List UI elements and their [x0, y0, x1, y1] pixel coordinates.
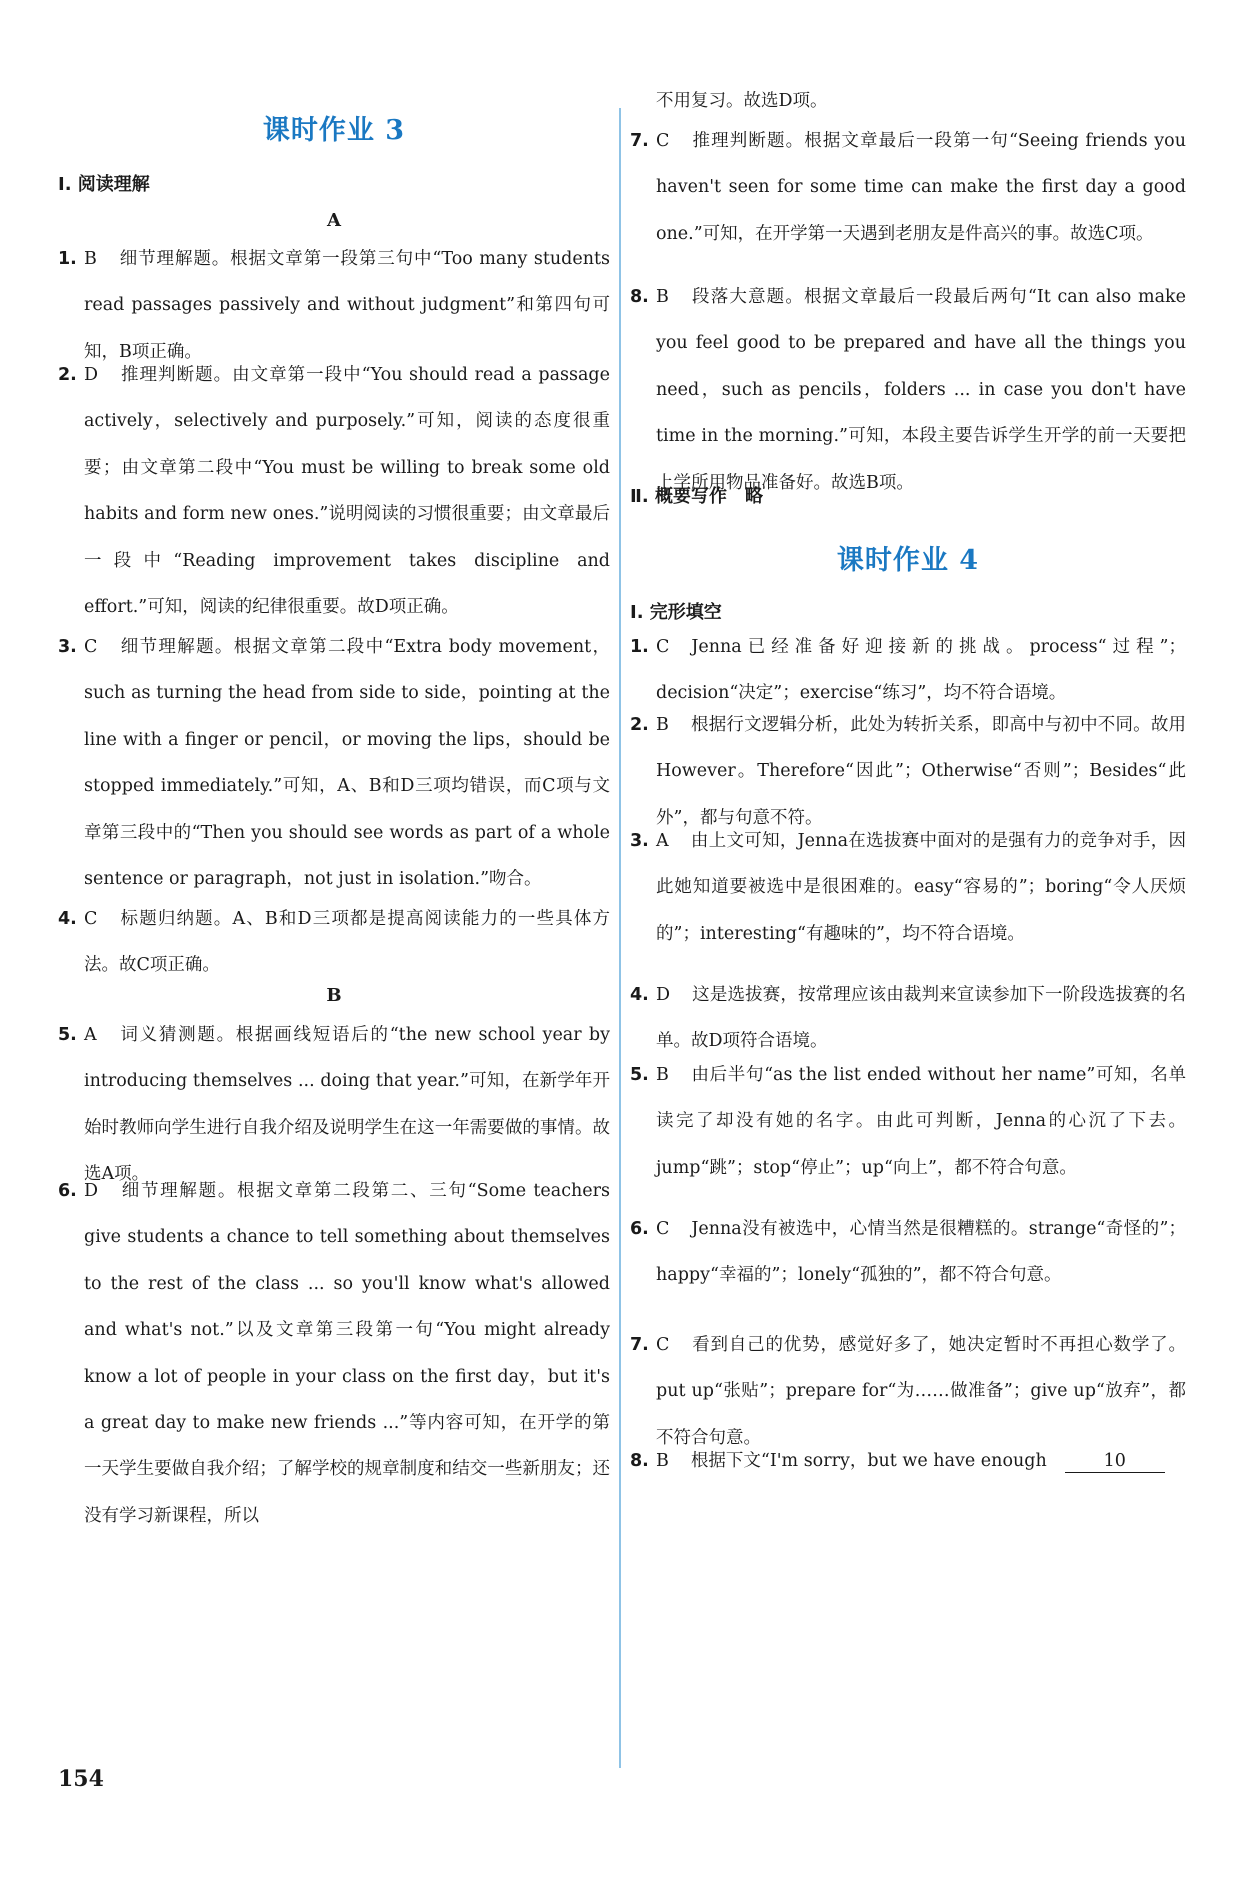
item-number: 7. — [630, 131, 649, 151]
item-answer: B — [656, 715, 669, 735]
answer-item — [630, 274, 1186, 506]
item-explanation: 细节理解题。根据文章第二段中“Extra body movement，such as turning the head from side to side，pointing at the line with a finger or pencil，or moving the lips，should be stopped immediately.”可知，A、B和D三项均错误，而C项与文章第三段中的“Then you should see words as part of a whole sentence or paragraph，not just in isolation.”吻合。 — [84, 637, 610, 890]
answer-item — [58, 624, 610, 902]
item-number: 2. — [58, 365, 77, 385]
item-number: 6. — [58, 1181, 77, 1201]
item-explanation: 由后半句“as the list ended without her name”可知，名单读完了却没有她的名字。由此可判断，Jenna的心沉了下去。jump“跳”；stop“停止”；up“向上”，都不符合句意。 — [656, 1065, 1186, 1178]
part-heading-summary: Ⅱ. 概要写作 略 — [630, 486, 763, 507]
item-number: 2. — [630, 715, 649, 735]
item-answer: C — [656, 637, 670, 657]
item-answer: C — [656, 1219, 670, 1239]
continuation-line: 不用复习。故选D项。 — [656, 91, 828, 111]
answer-item — [630, 1052, 1186, 1191]
part-heading-cloze: Ⅰ. 完形填空 — [630, 602, 722, 623]
part-heading-reading: Ⅰ. 阅读理解 — [58, 174, 150, 195]
item-number: 4. — [58, 909, 77, 929]
item-number: 6. — [630, 1219, 649, 1239]
item-answer: B — [84, 249, 97, 269]
item-number: 4. — [630, 985, 649, 1005]
answer-item — [630, 972, 1186, 1065]
item-answer: C — [656, 1335, 670, 1355]
item-explanation: 词义猜测题。根据画线短语后的“the new school year by introducing themselves ... doing that year.”可知，在新学年开始时教师向学生进行自我介绍及说明学生在这一年需要做的事情。故选A项。 — [84, 1025, 610, 1185]
item-explanation: 这是选拔赛，按常理应该由裁判来宣读参加下一阶段选拔赛的名单。故D项符合语境。 — [656, 985, 1186, 1052]
item-number: 8. — [630, 287, 649, 307]
item-explanation: 由上文可知，Jenna在选拔赛中面对的是强有力的竞争对手，因此她知道要被选中是很困难的。easy“容易的”；boring“令人厌烦的”；interesting“有趣味的”，均不符合语境。 — [656, 831, 1186, 944]
item-answer: D — [84, 365, 99, 385]
item-explanation: 标题归纳题。A、B和D三项都是提高阅读能力的一些具体方法。故C项正确。 — [84, 909, 610, 976]
item-explanation: 细节理解题。根据文章第一段第三句中“Too many students read passages passively and without judgment”和第四句可知，B项正确。 — [84, 249, 610, 362]
item-answer: B — [656, 1065, 669, 1085]
item-explanation: 段落大意题。根据文章最后一段最后两句“It can also make you feel good to be prepared and have all the things you need，such as pencils，folders ... in case you don't have time in the morning.”可知，本段主要告诉学生开学的前一天要把上学所用物品准备好。故选B项。 — [656, 287, 1186, 493]
item-explanation: 推理判断题。根据文章最后一段第一句“Seeing friends you haven't seen for some time can make the first day a good one.”可知，在开学第一天遇到老朋友是件高兴的事。故选C项。 — [656, 131, 1186, 244]
item-number: 7. — [630, 1335, 649, 1355]
section-title-3: 课时作业 3 — [262, 115, 406, 146]
answer-item — [58, 1168, 610, 1539]
item-answer: B — [656, 1451, 669, 1471]
item-answer: C — [84, 909, 98, 929]
item-number: 3. — [630, 831, 649, 851]
item-explanation: 根据下文“I'm sorry，but we have enough — [690, 1451, 1047, 1471]
item-explanation: 推理判断题。由文章第一段中“You should read a passage actively，selectively and purposely.”可知，阅读的态度很重要；由文章第二段中“You must be willing to break some old habits and form new ones.”说明阅读的习惯很重要；由文章最后一段中“Reading improvement takes discipline and effort.”可知，阅读的纪律很重要。故D项正确。 — [84, 365, 610, 618]
column-divider — [619, 108, 621, 1768]
answer-item — [58, 896, 610, 989]
item-explanation: Jenna已经准备好迎接新的挑战。process“过程”；decision“决定”；exercise“练习”，均不符合语境。 — [656, 637, 1186, 704]
item-number: 5. — [630, 1065, 649, 1085]
item-explanation: 看到自己的优势，感觉好多了，她决定暂时不再担心数学了。put up“张贴”；prepare for“为……做准备”；give up“放弃”，都不符合句意。 — [656, 1335, 1186, 1448]
sub-heading-a: A — [327, 210, 341, 231]
item-explanation: 根据行文逻辑分析，此处为转折关系，即高中与初中不同。故用However。Therefore“因此”；Otherwise“否则”；Besides“此外”，都与句意不符。 — [656, 715, 1186, 828]
item-explanation: 细节理解题。根据文章第二段第二、三句“Some teachers give students a chance to tell something about themselves to the rest of the class ... so you'll know what's allowed and what's not.”以及文章第三段第一句“You might already know a lot of people in your class on the first day，but it's a great day to make new friends ...”等内容可知，在开学的第一天学生要做自我介绍；了解学校的规章制度和结交一些新朋友；还没有学习新课程，所以 — [84, 1181, 610, 1526]
answer-item — [630, 1206, 1186, 1299]
item-number: 5. — [58, 1025, 77, 1045]
item-number: 1. — [630, 637, 649, 657]
page-number: 154 — [58, 1766, 104, 1792]
item-number: 1. — [58, 249, 77, 269]
sub-heading-b: B — [326, 985, 342, 1006]
item-number: 3. — [58, 637, 77, 657]
answer-item — [630, 818, 1186, 957]
answer-item — [630, 118, 1186, 257]
item-answer: D — [656, 985, 671, 1005]
item-answer: D — [84, 1181, 99, 1201]
answer-item — [58, 352, 610, 630]
item-answer: A — [84, 1025, 97, 1045]
answer-item — [630, 1438, 1186, 1484]
item-answer: A — [656, 831, 669, 851]
item-answer: C — [84, 637, 98, 657]
item-explanation: Jenna没有被选中，心情当然是很糟糕的。strange“奇怪的”；happy“幸福的”；lonely“孤独的”，都不符合句意。 — [656, 1219, 1186, 1286]
item-answer: C — [656, 131, 670, 151]
blank-number: 10 — [1065, 1450, 1165, 1473]
section-title-4: 课时作业 4 — [836, 545, 980, 576]
item-answer: B — [656, 287, 669, 307]
item-number: 8. — [630, 1451, 649, 1471]
